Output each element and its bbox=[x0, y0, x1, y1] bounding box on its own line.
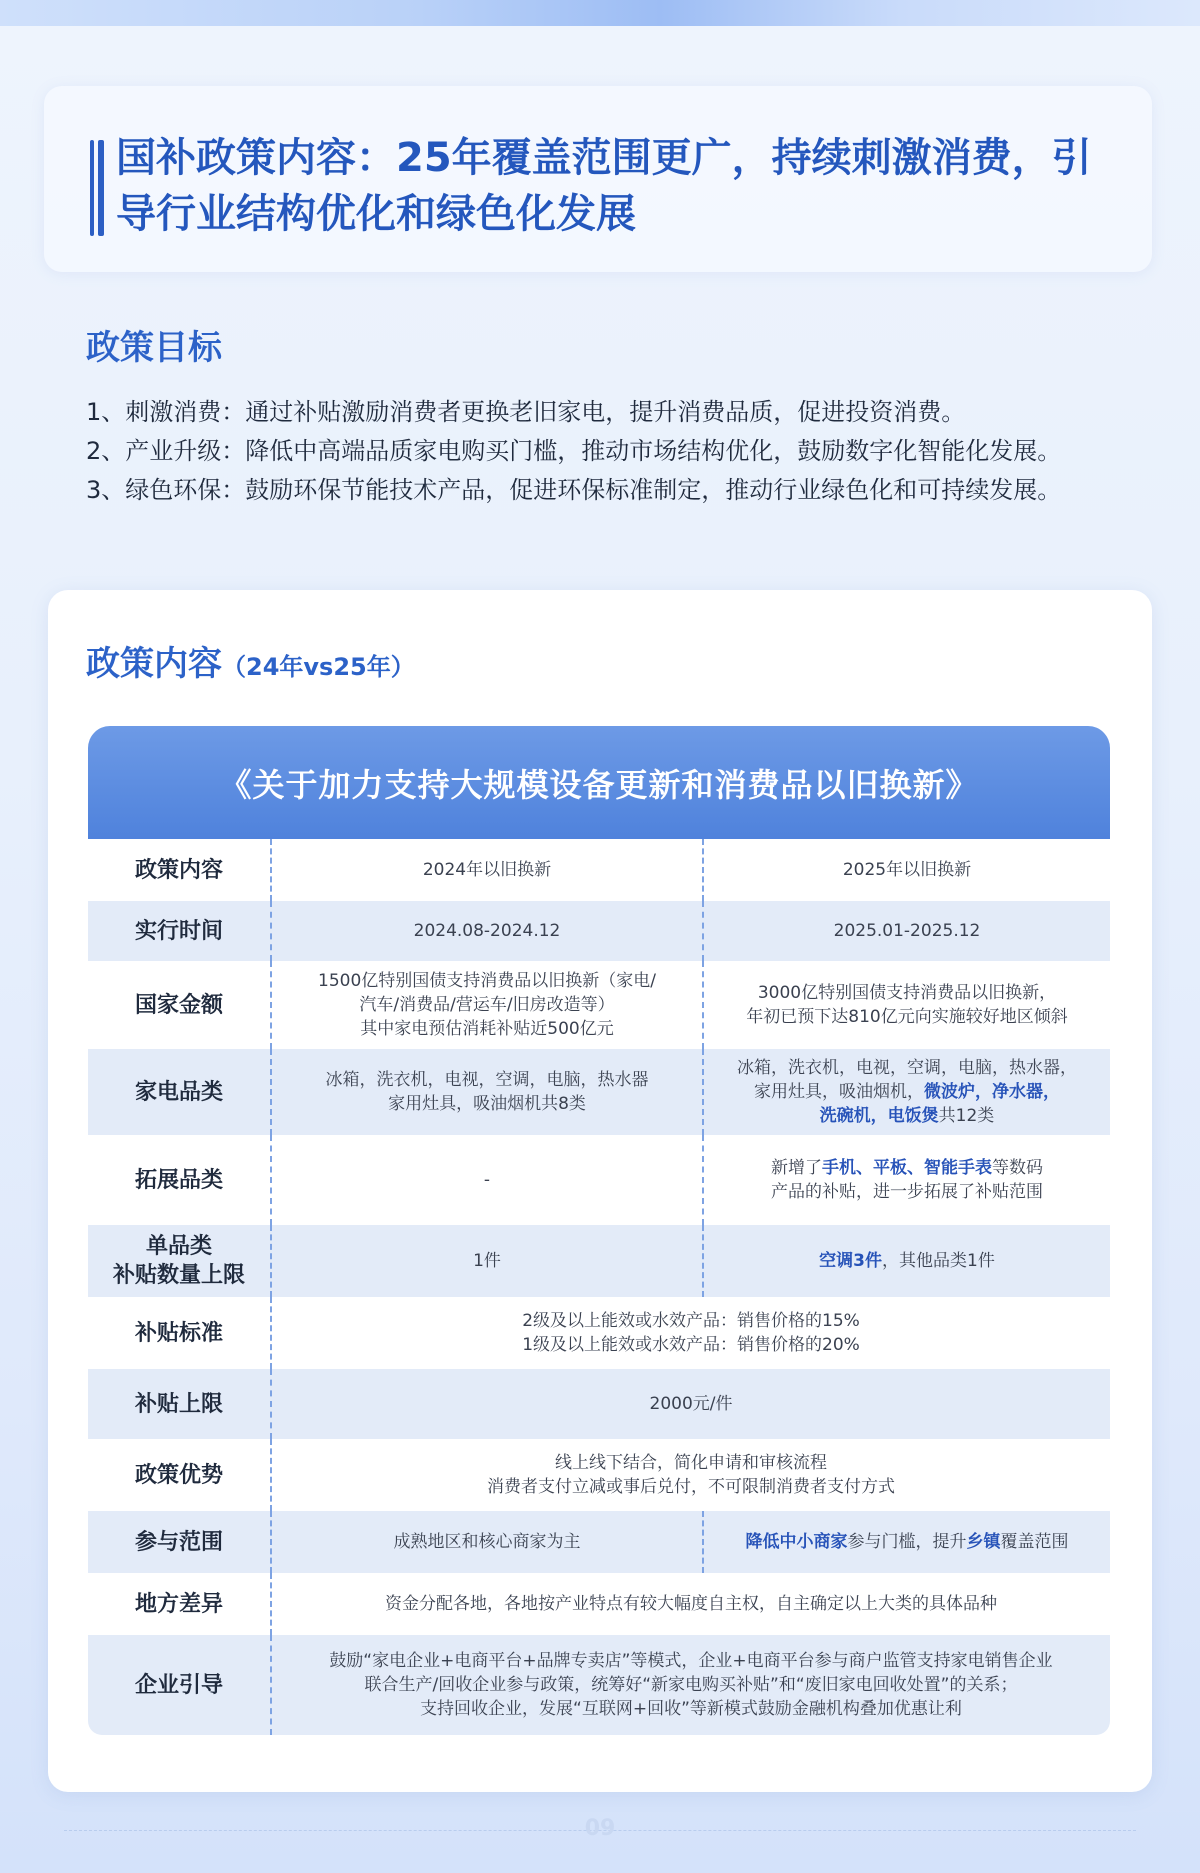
row-label bbox=[88, 1225, 270, 1297]
goal-item bbox=[86, 393, 1186, 432]
goal-text: 降低中高端品质家电购买门槛，推动市场结构优化，鼓励数字化智能化发展。 bbox=[245, 437, 1062, 465]
goals-list bbox=[86, 393, 1186, 510]
row-label-line: 补贴数量上限 bbox=[112, 1263, 245, 1288]
table-row bbox=[88, 1573, 1110, 1635]
cell-line: 产品的补贴，进一步拓展了补贴范围 bbox=[771, 1182, 1043, 1202]
cell-2024: 1件 bbox=[270, 1225, 702, 1297]
highlight-text: 净水器 bbox=[992, 1082, 1043, 1102]
goals-heading: 政策目标 bbox=[86, 328, 222, 368]
goal-text: 通过补贴激励消费者更换老旧家电，提升消费品质，促进投资消费。 bbox=[245, 398, 966, 426]
cell-line: 鼓励“家电企业+电商平台+品牌专卖店”等模式，企业+电商平台参与商户监管支持家电销售企业 bbox=[329, 1651, 1053, 1671]
title-card bbox=[44, 86, 1152, 272]
table-row bbox=[88, 1369, 1110, 1439]
cell-merged bbox=[270, 1635, 1110, 1735]
highlight-text: 微波炉 bbox=[924, 1082, 975, 1102]
cell-merged: 2000元/件 bbox=[270, 1369, 1110, 1439]
row-label: 企业引导 bbox=[134, 1672, 223, 1698]
highlight-text: 降低中小商家 bbox=[745, 1532, 848, 1552]
row-label: 地方差异 bbox=[134, 1591, 223, 1617]
table-row bbox=[88, 901, 1110, 961]
cell-line: 其中家电预估消耗补贴近500亿元 bbox=[360, 1019, 614, 1039]
cell-line: 联合生产/回收企业参与政策，统筹好“新家电购买补贴”和“废旧家电回收处置”的关系； bbox=[364, 1675, 1018, 1695]
title-accent-bars-icon bbox=[90, 140, 104, 236]
policy-comparison-table bbox=[88, 726, 1110, 1735]
cell-merged: 资金分配各地，各地按产业特点有较大幅度自主权，自主确定以上大类的具体品种 bbox=[270, 1573, 1110, 1635]
table-title: 《关于加力支持大规模设备更新和消费品以旧换新》 bbox=[88, 726, 1110, 839]
cell-2024: 2024.08-2024.12 bbox=[270, 901, 702, 961]
cell-line: 冰箱，洗衣机，电视，空调，电脑，热水器， bbox=[737, 1058, 1077, 1078]
cell-line: 2级及以上能效或水效产品：销售价格的15% bbox=[522, 1311, 860, 1331]
row-label: 政策优势 bbox=[134, 1462, 223, 1488]
goal-label: 1、刺激消费： bbox=[86, 398, 246, 426]
cell-merged bbox=[270, 1297, 1110, 1369]
cell-2024: 2024年以旧换新 bbox=[270, 839, 702, 901]
goal-item bbox=[86, 471, 1186, 510]
cell-2025: 2025.01-2025.12 bbox=[702, 901, 1110, 961]
row-label: 实行时间 bbox=[134, 918, 223, 944]
cell-line: 消费者支付立减或事后兑付，不可限制消费者支付方式 bbox=[487, 1477, 895, 1497]
cell-2025 bbox=[702, 961, 1110, 1049]
row-label-line: 单品类 bbox=[145, 1234, 212, 1259]
row-label: 参与范围 bbox=[134, 1529, 223, 1555]
highlight-text: 智能手表 bbox=[924, 1158, 992, 1178]
table-row bbox=[88, 839, 1110, 901]
cell-merged bbox=[270, 1439, 1110, 1511]
highlight-text: 空调3件 bbox=[819, 1251, 882, 1271]
cell-2024 bbox=[270, 961, 702, 1049]
goal-label: 3、绿色环保： bbox=[86, 476, 246, 504]
table-row bbox=[88, 1225, 1110, 1297]
table-row bbox=[88, 1635, 1110, 1735]
cell-line: 支持回收企业，发展“互联网+回收”等新模式鼓励金融机构叠加优惠让利 bbox=[420, 1699, 962, 1719]
cell-line: 家用灶具，吸油烟机共8类 bbox=[388, 1094, 586, 1114]
top-decorative-band bbox=[0, 0, 1200, 26]
table-row bbox=[88, 961, 1110, 1049]
content-subheading: （24年vs25年） bbox=[222, 653, 415, 681]
table-row bbox=[88, 1511, 1110, 1573]
content-heading-text: 政策内容 bbox=[86, 644, 222, 684]
cell-line: 新增了手机、平板、智能手表等数码 bbox=[771, 1158, 1043, 1178]
cell-2025 bbox=[702, 1135, 1110, 1225]
cell-2025: 2025年以旧换新 bbox=[702, 839, 1110, 901]
cell-line: 洗碗机，电饭煲共12类 bbox=[819, 1106, 995, 1126]
cell-line: 1500亿特别国债支持消费品以旧换新（家电/ bbox=[318, 971, 656, 991]
highlight-text: 洗碗机 bbox=[819, 1106, 871, 1126]
goal-text: 鼓励环保节能技术产品，促进环保标准制定，推动行业绿色化和可持续发展。 bbox=[245, 476, 1062, 504]
cell-2024: - bbox=[270, 1135, 702, 1225]
cell-line: 家用灶具，吸油烟机，微波炉，净水器， bbox=[754, 1082, 1060, 1102]
table-row bbox=[88, 1439, 1110, 1511]
table-row bbox=[88, 1297, 1110, 1369]
goal-item bbox=[86, 432, 1186, 471]
highlight-text: 平板 bbox=[873, 1158, 907, 1178]
cell-line: 1级及以上能效或水效产品：销售价格的20% bbox=[522, 1335, 860, 1355]
cell-2025: 空调3件，其他品类1件 bbox=[702, 1225, 1110, 1297]
cell-2024 bbox=[270, 1049, 702, 1135]
row-label: 拓展品类 bbox=[134, 1167, 223, 1193]
cell-line: 年初已预下达810亿元向实施较好地区倾斜 bbox=[746, 1007, 1068, 1027]
row-label: 家电品类 bbox=[134, 1079, 223, 1105]
page-title: 国补政策内容：25年覆盖范围更广，持续刺激消费，引导行业结构优化和绿色化发展 bbox=[116, 135, 1092, 237]
page-number: 09 bbox=[584, 1816, 616, 1841]
cell-2024: 成熟地区和核心商家为主 bbox=[270, 1511, 702, 1573]
highlight-text: 电饭煲 bbox=[887, 1106, 939, 1126]
table-row bbox=[88, 1135, 1110, 1225]
table-row bbox=[88, 1049, 1110, 1135]
goal-label: 2、产业升级： bbox=[86, 437, 246, 465]
content-heading bbox=[86, 636, 415, 685]
highlight-text: 乡镇 bbox=[966, 1532, 1001, 1552]
row-label: 国家金额 bbox=[134, 992, 223, 1018]
cell-line: 线上线下结合，简化申请和审核流程 bbox=[555, 1453, 827, 1473]
cell-line: 3000亿特别国债支持消费品以旧换新， bbox=[757, 983, 1057, 1003]
cell-2025: 降低中小商家参与门槛，提升乡镇覆盖范围 bbox=[702, 1511, 1110, 1573]
highlight-text: 手机 bbox=[822, 1158, 856, 1178]
row-label: 补贴上限 bbox=[134, 1391, 223, 1417]
cell-line: 冰箱，洗衣机，电视，空调，电脑，热水器 bbox=[325, 1070, 649, 1090]
row-label: 政策内容 bbox=[134, 857, 223, 883]
cell-line: 汽车/消费品/营运车/旧房改造等） bbox=[359, 995, 615, 1015]
row-label: 补贴标准 bbox=[134, 1320, 223, 1346]
cell-2025 bbox=[702, 1049, 1110, 1135]
